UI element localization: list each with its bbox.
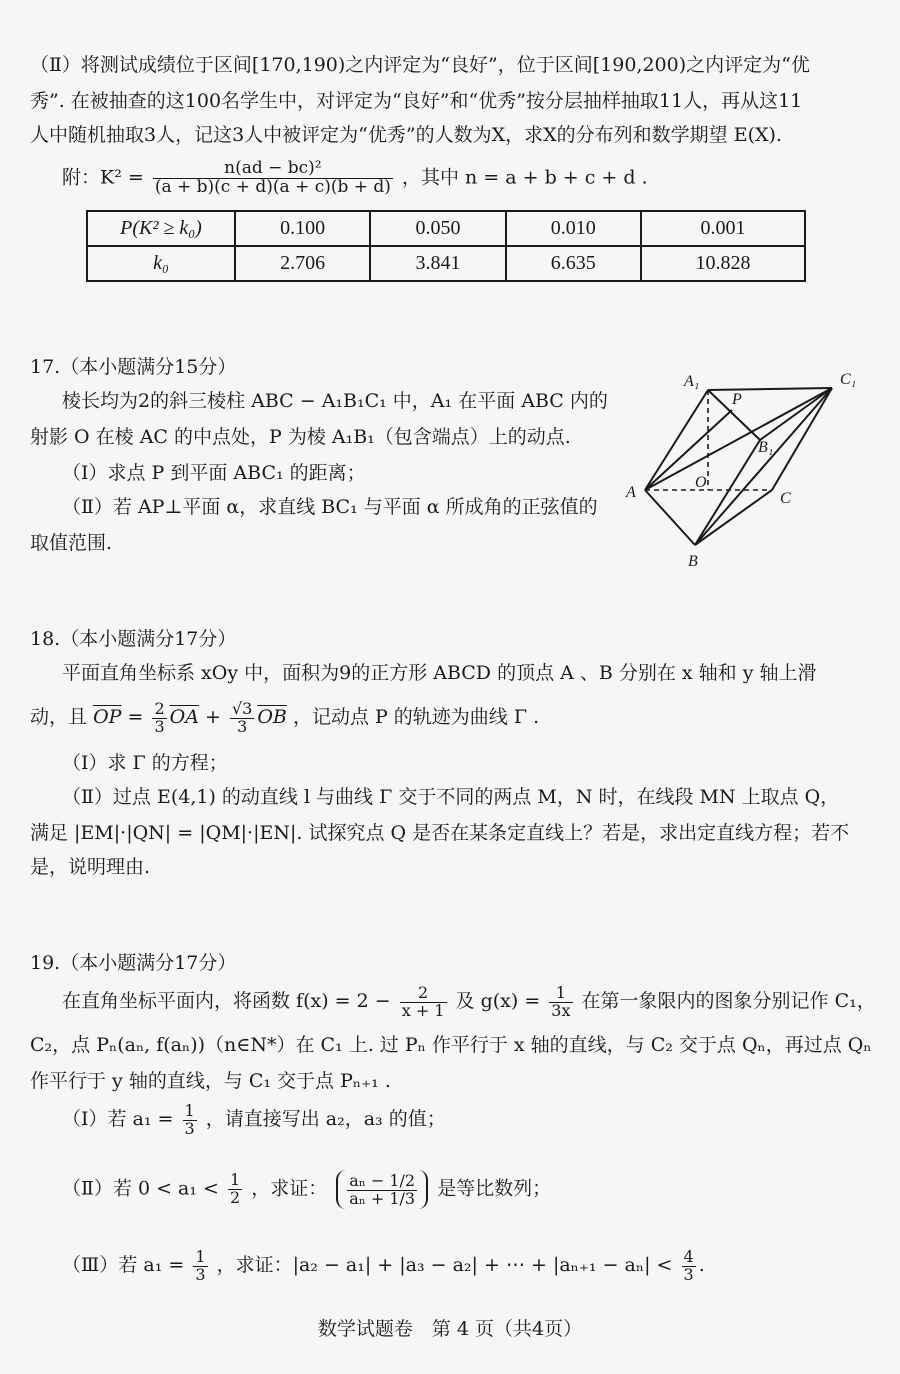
fraction-denominator: 2 [230, 1188, 241, 1208]
q17-part1: （Ⅰ）求点 P 到平面 ABC₁ 的距离； [62, 462, 366, 484]
appendix-prefix: 附：K² = [62, 166, 144, 189]
fraction-numerator: 1 [184, 1100, 195, 1120]
f-fraction [400, 982, 447, 1020]
q19-part3 [62, 1248, 900, 1283]
table-row [87, 211, 805, 246]
fraction-numerator: 2 [154, 698, 165, 718]
fraction-root3-over-3 [230, 698, 254, 736]
q19-part3-mid: ，求证：|a₂ − a₁| + |a₃ − a₂| + ⋯ + |aₙ₊₁ − aₙ| < [216, 1254, 673, 1276]
k2-numerator: n(ad − bc)² [153, 160, 393, 179]
q19-part2 [62, 1170, 900, 1209]
fraction-one-third [193, 1246, 207, 1284]
table-row-label: P(K² ≥ k₀) [87, 211, 235, 246]
q19-part1-post: ，请直接写出 a₂，a₃ 的值； [205, 1108, 446, 1130]
table-cell: 3.841 [370, 246, 505, 281]
fraction-denominator: x + 1 [401, 1000, 445, 1020]
fraction-denominator: 3 [237, 716, 248, 736]
q18-part2: （Ⅱ）过点 E(4,1) 的动直线 l 与曲线 Γ 交于不同的两点 M，N 时，在线段 MN 上取点 Q， [62, 786, 840, 808]
fraction-numerator: 1 [230, 1170, 241, 1190]
fraction-denominator: aₙ + 1/3 [349, 1188, 416, 1208]
q18-part1: （Ⅰ）求 Γ 的方程； [62, 752, 228, 774]
q19-part3-post: . [698, 1254, 705, 1276]
label-A: A [626, 484, 636, 501]
sequence-fraction [347, 1170, 417, 1208]
page-footer: 数学试题卷 第 4 页（共4页） [317, 1318, 583, 1340]
table-cell: 0.001 [641, 211, 805, 246]
q17-part2: （Ⅱ）若 AP⊥平面 α，求直线 BC₁ 与平面 α 所成角的正弦值的 [62, 496, 598, 518]
fraction-numerator: 2 [400, 985, 447, 1003]
label-C: C [780, 490, 791, 507]
q19-line1-mid: 及 g(x) = [455, 990, 541, 1012]
q19-part3-pre: （Ⅲ）若 a₁ = [62, 1254, 185, 1276]
q18-line1: 平面直角坐标系 xOy 中，面积为9的正方形 ABCD 的顶点 A 、B 分别在 x 轴和 y 轴上滑 [62, 662, 817, 684]
fraction-denominator: 3x [551, 1000, 571, 1020]
label-B1: B₁ [758, 439, 774, 456]
prism-figure [620, 360, 880, 575]
q18-line3: 满足 |EM|·|QN| = |QM|·|EN|. 试探究点 Q 是否在某条定直线上？若是，求出定直线方程；若不 [30, 822, 850, 844]
label-A1: A₁ [684, 373, 700, 390]
fraction-numerator: 4 [683, 1246, 694, 1266]
k2-fraction [153, 160, 393, 197]
fraction-numerator: 1 [195, 1246, 206, 1266]
table-cell: 0.010 [506, 211, 641, 246]
q18-line2-pre: 动，且 [30, 706, 88, 728]
table-cell: 6.635 [506, 246, 641, 281]
table-cell: 2.706 [235, 246, 370, 281]
plus-sign: + [205, 706, 221, 728]
q19-part2-post: 是等比数列； [437, 1177, 552, 1200]
sequence-braces [336, 1170, 428, 1209]
label-C1: C₁ [840, 371, 857, 388]
appendix-suffix: ，其中 n = a + b + c + d . [401, 166, 648, 189]
appendix-formula [62, 160, 900, 197]
q19-line3: 作平行于 y 轴的直线，与 C₁ 交于点 Pₙ₊₁ . [30, 1070, 391, 1092]
vector-OB: $\overline{OB}$ [257, 706, 287, 728]
fraction-one-third [183, 1100, 197, 1138]
k-value-table [86, 210, 806, 282]
q19-line1 [62, 984, 900, 1019]
table-row [87, 246, 805, 281]
vector-OP: $\overline{OP}$ [93, 706, 122, 728]
q18-line4: 是，说明理由. [30, 856, 151, 878]
q19-heading: 19.（本小题满分17分） [30, 952, 237, 974]
fraction-four-thirds [682, 1246, 696, 1284]
q19-line1-post: 在第一象限内的图象分别记作 C₁， [581, 990, 876, 1012]
q18-line2-post: ，记动点 P 的轨迹为曲线 Γ . [292, 706, 540, 728]
fraction-denominator: 3 [683, 1264, 694, 1284]
q18-line2 [30, 700, 870, 735]
q19-part2-pre: （Ⅱ）若 0 < a₁ < [62, 1177, 219, 1200]
fraction-numerator: 1 [549, 985, 572, 1003]
fraction-denominator: 3 [195, 1264, 206, 1284]
q17-heading: 17.（本小题满分15分） [30, 356, 237, 378]
label-P: P [732, 391, 742, 408]
q17-line2: 射影 O 在棱 AC 的中点处，P 为棱 A₁B₁（包含端点）上的动点. [30, 426, 571, 448]
q19-part2-mid: ，求证： [251, 1177, 328, 1200]
fraction-numerator: aₙ − 1/2 [349, 1170, 416, 1190]
fraction-one-half [228, 1172, 242, 1207]
q16-part2-line1: （Ⅱ）将测试成绩位于区间[170,190)之内评定为“良好”，位于区间[190,200)之内评定为“优 [30, 54, 810, 76]
q18-heading: 18.（本小题满分17分） [30, 628, 237, 650]
equals-sign: = [127, 706, 144, 728]
table-cell: 0.050 [370, 211, 505, 246]
fraction-denominator: 3 [184, 1118, 195, 1138]
q17-line1: 棱长均为2的斜三棱柱 ABC − A₁B₁C₁ 中，A₁ 在平面 ABC 内的 [62, 390, 608, 412]
q16-part2-line3: 人中随机抽取3人，记这3人中被评定为“优秀”的人数为X，求X的分布列和数学期望 E(X). [30, 124, 782, 146]
k2-denominator: (a + b)(c + d)(a + c)(b + d) [154, 176, 391, 197]
fraction-numerator: √3 [231, 698, 253, 718]
table-cell: 10.828 [641, 246, 805, 281]
label-B: B [688, 553, 698, 570]
fraction-denominator: 3 [154, 716, 165, 736]
q17-part2b: 取值范围. [30, 532, 113, 554]
table-cell: 0.100 [235, 211, 370, 246]
q19-line1-pre: 在直角坐标平面内，将函数 f(x) = 2 − [62, 990, 391, 1012]
vector-OA: $\overline{OA}$ [169, 706, 199, 728]
q19-part1 [62, 1102, 900, 1137]
q16-part2-line2: 秀”. 在被抽查的这100名学生中，对评定为“良好”和“优秀”按分层抽样抽取11人，再从这11 [30, 90, 803, 112]
q19-line2: C₂，点 Pₙ(aₙ, f(aₙ))（n∈N*）在 C₁ 上. 过 Pₙ 作平行于 x 轴的直线，与 C₂ 交于点 Qₙ，再过点 Qₙ [30, 1034, 872, 1056]
fraction-two-thirds [152, 698, 166, 736]
q19-part1-pre: （Ⅰ）若 a₁ = [62, 1108, 174, 1130]
g-fraction [549, 982, 572, 1020]
label-O: O [695, 474, 707, 491]
table-row-label: k₀ [87, 246, 235, 281]
